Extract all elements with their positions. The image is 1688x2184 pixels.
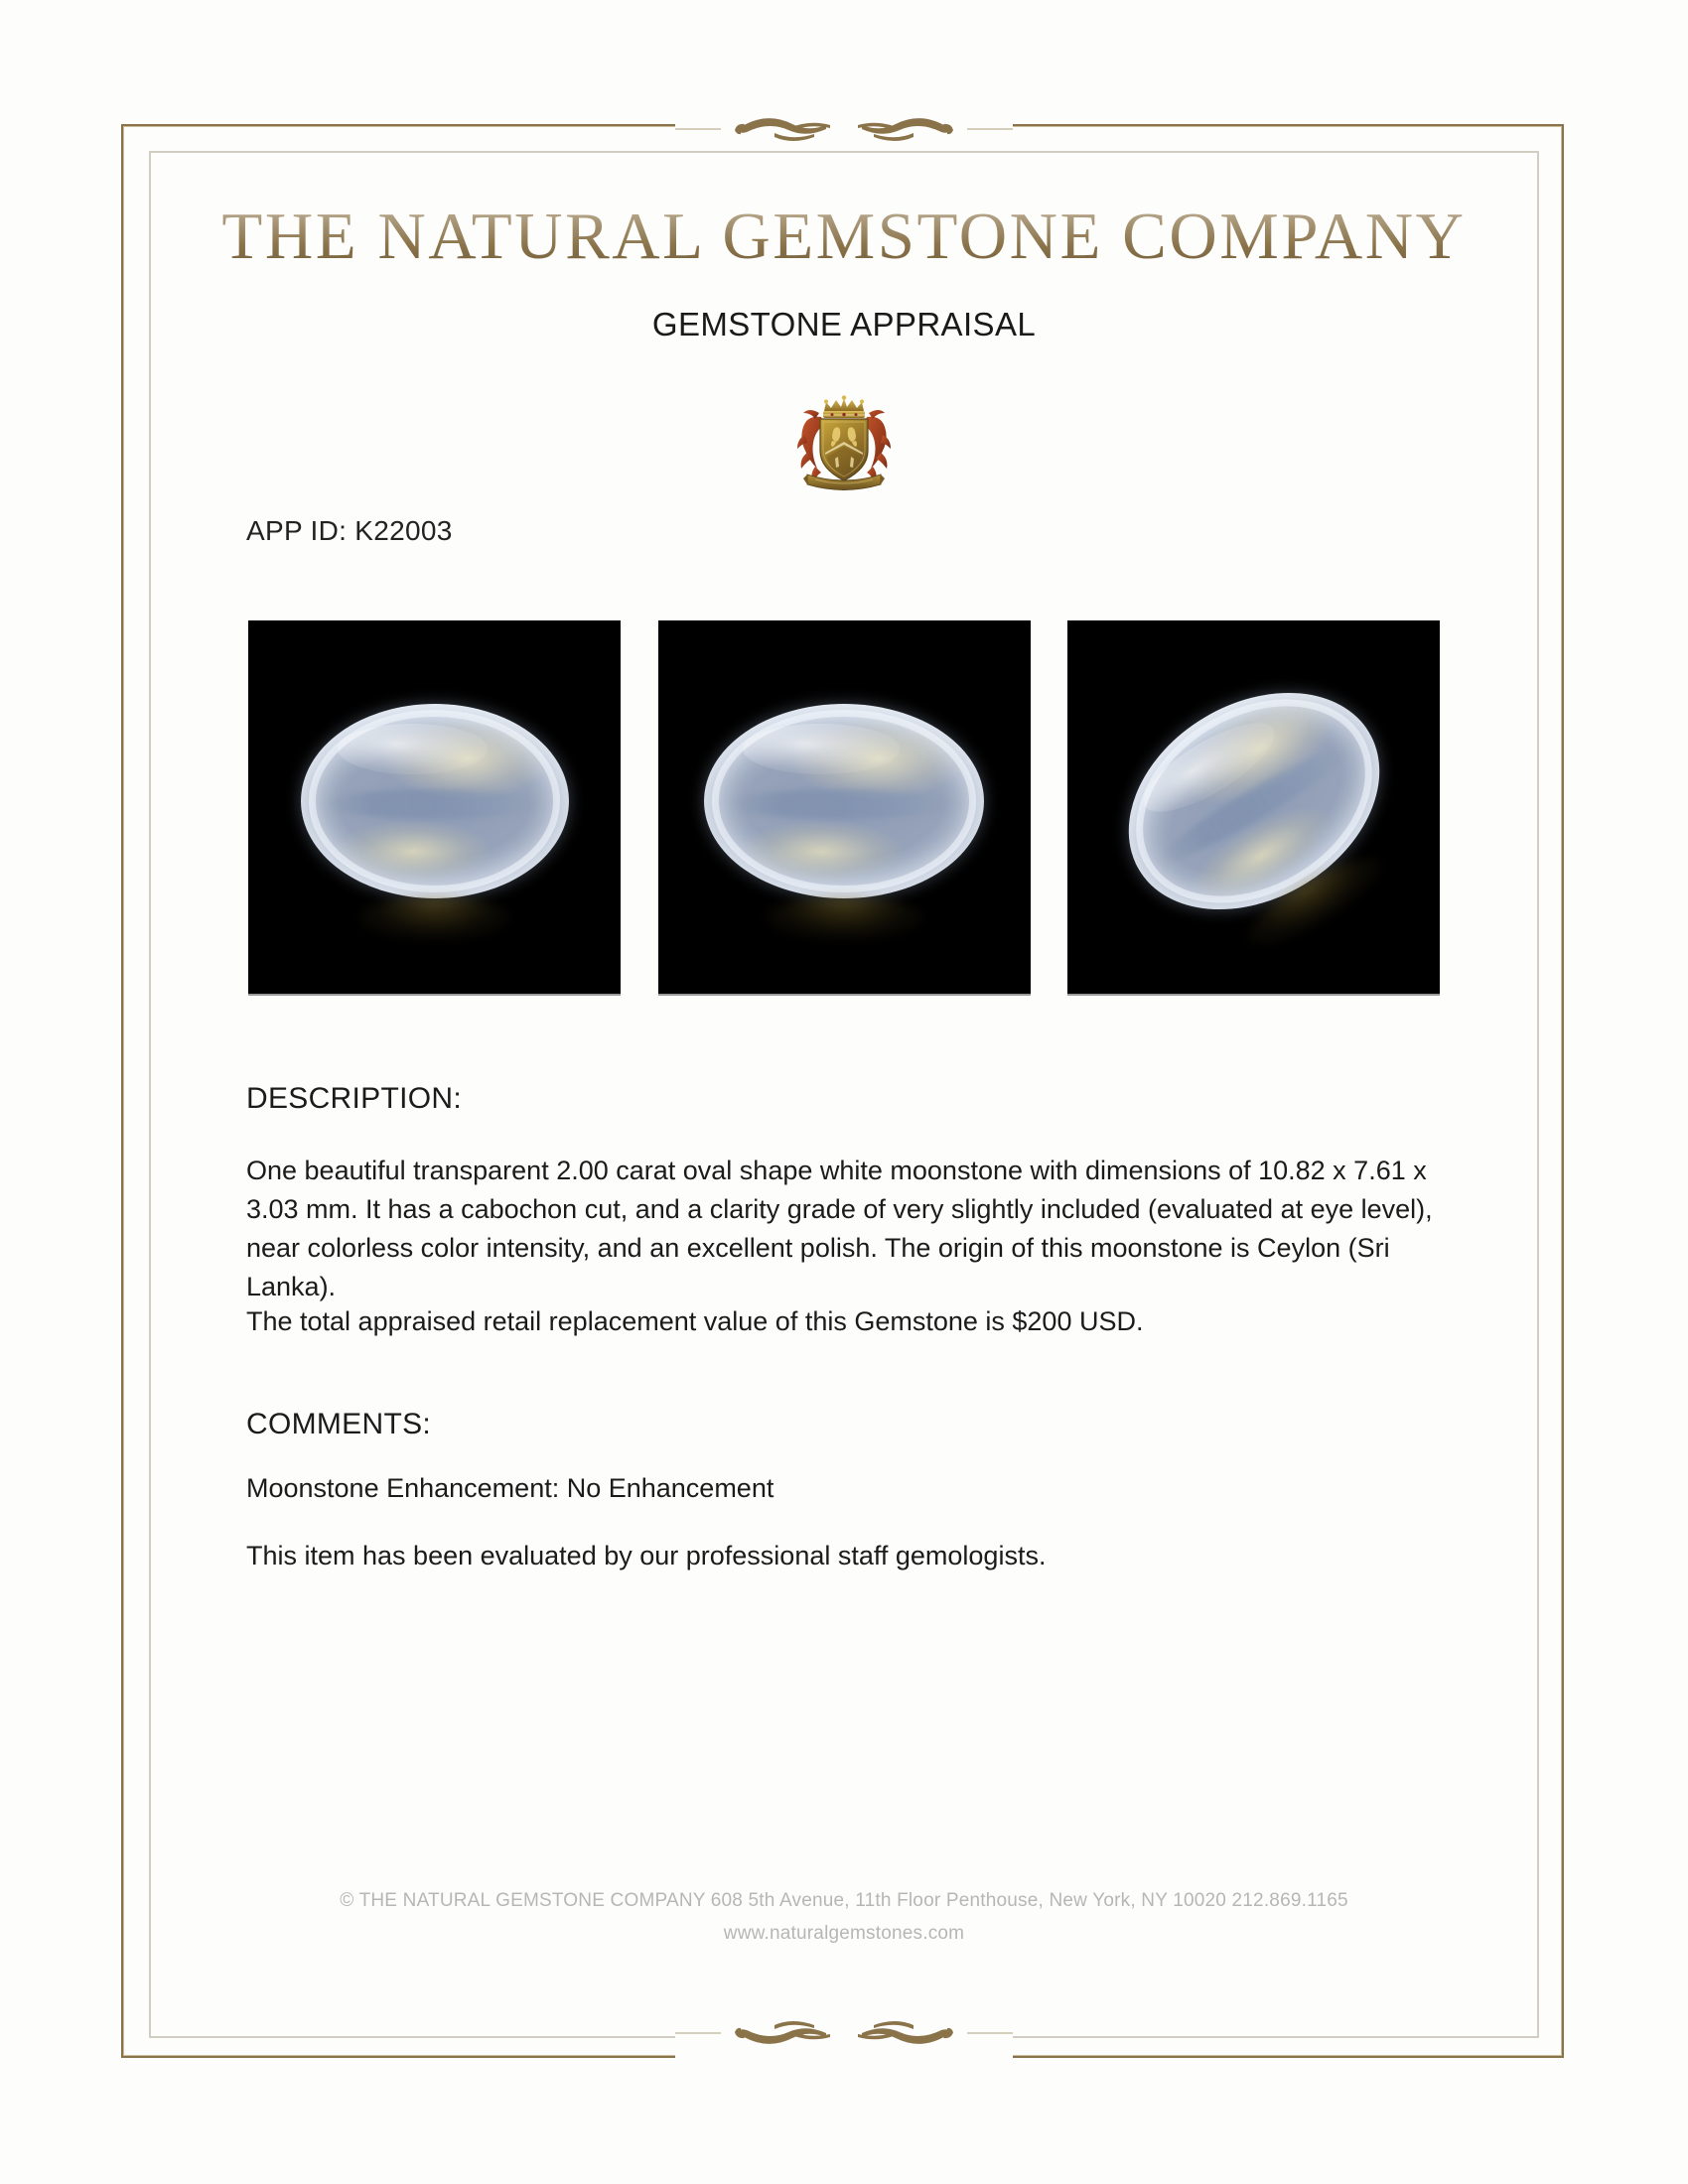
comments-heading: COMMENTS:: [246, 1408, 432, 1440]
comment-enhancement: Moonstone Enhancement: No Enhancement: [246, 1473, 774, 1503]
footer-address-line: © THE NATURAL GEMSTONE COMPANY 608 5th Avenue, 11th Floor Penthouse, New York, NY 10020 212.869.1165: [340, 1890, 1348, 1911]
page-title: THE NATURAL GEMSTONE COMPANY: [0, 199, 1688, 275]
appraised-value-statement: The total appraised retail replacement value of this Gemstone is $200 USD.: [246, 1306, 1144, 1336]
page-footer: [0, 1884, 1688, 1951]
heraldic-crest-icon: [791, 395, 897, 492]
flourish-ornament-bottom: [675, 2013, 1013, 2059]
gemstone-photo-front-view: [248, 620, 621, 996]
description-paragraph: One beautiful transparent 2.00 carat oval shape white moonstone with dimensions of 10.82 x 7.61 x 3.03 mm. It has a cabochon cut, and a clarity grade of very slightly included (evaluated at eye level), near colorless color intensity, and an excellent polish. The origin of this moonstone is Ceylon (Sri Lanka).: [246, 1156, 1433, 1302]
app-id-label: APP ID: K22003: [246, 515, 453, 546]
description-heading: DESCRIPTION:: [246, 1082, 462, 1115]
flourish-ornament-top: [675, 103, 1013, 149]
footer-website-line: www.naturalgemstones.com: [723, 1923, 965, 1945]
gemstone-photo-angled-view: [1067, 620, 1440, 996]
comment-evaluation: This item has been evaluated by our professional staff gemologists.: [246, 1541, 1047, 1570]
gemstone-photo-row: [248, 620, 1440, 996]
gemstone-photo-side-view: [658, 620, 1031, 996]
page-subtitle: GEMSTONE APPRAISAL: [651, 306, 1037, 342]
